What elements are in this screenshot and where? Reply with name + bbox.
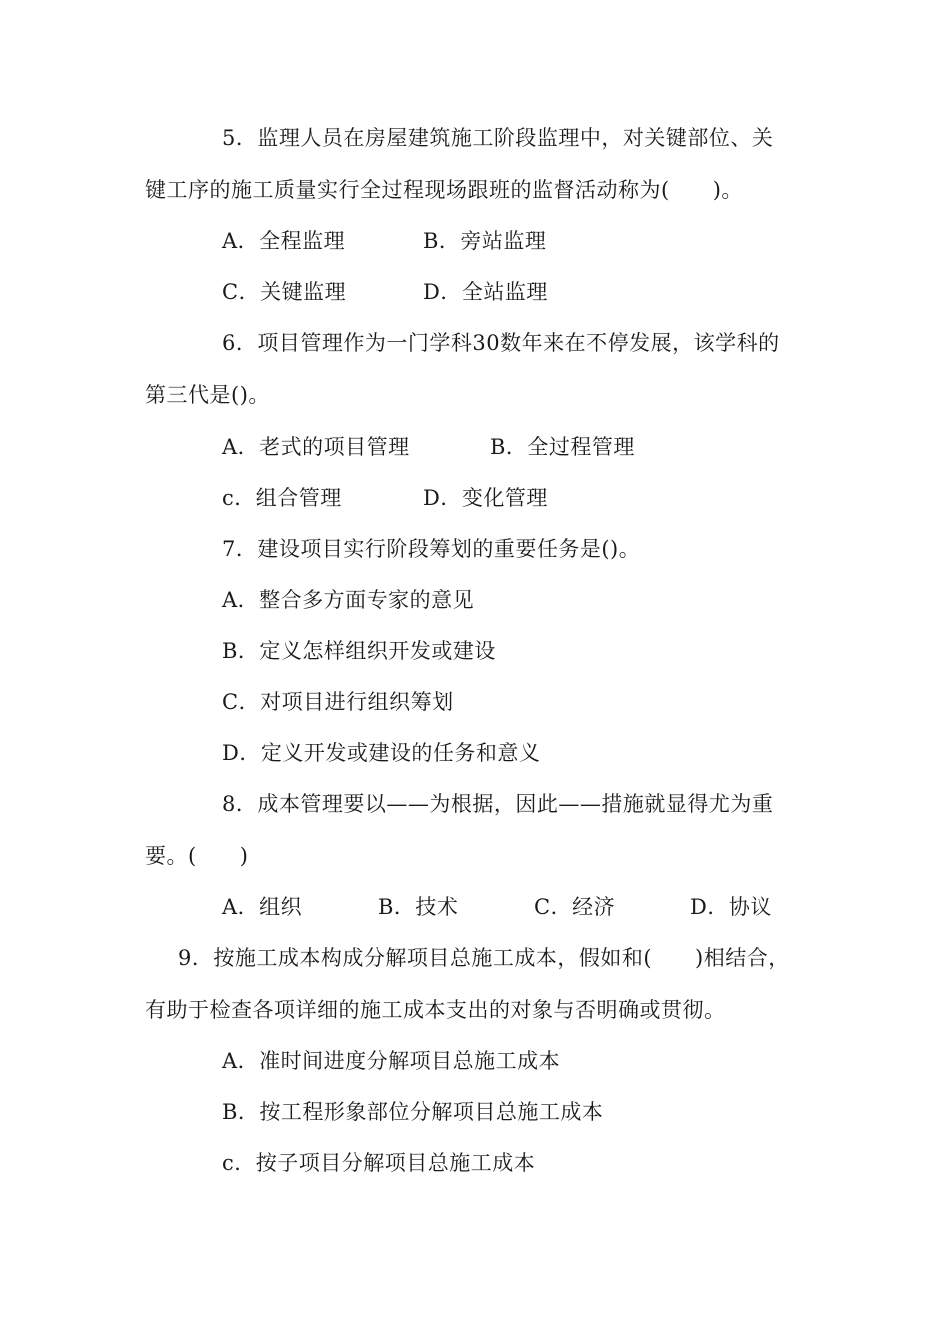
q6-stem-line-1: 6．项目管理作为一门学科30数年来在不停发展，该学科的 bbox=[222, 331, 780, 355]
q5-option-d: D．全站监理 bbox=[423, 280, 548, 304]
q8-option-b: B．技术 bbox=[378, 895, 459, 919]
q6-option-c: c．组合管理 bbox=[222, 486, 342, 510]
q5-option-a: A．全程监理 bbox=[222, 229, 346, 253]
q6-stem-line-2: 第三代是()。 bbox=[145, 383, 270, 407]
q8-stem-line-2: 要。( ) bbox=[145, 844, 249, 868]
q5-option-b: B．旁站监理 bbox=[423, 229, 547, 253]
q5-stem-line-2: 键工序的施工质量实行全过程现场跟班的监督活动称为( )。 bbox=[145, 178, 743, 202]
q7-option-c: C．对项目进行组织筹划 bbox=[222, 690, 454, 714]
q7-option-b: B．定义怎样组织开发或建设 bbox=[222, 639, 496, 663]
q5-option-c: C．关键监理 bbox=[222, 280, 347, 304]
q9-stem-line-1: 9．按施工成本构成分解项目总施工成本，假如和( )相结合， bbox=[178, 946, 790, 970]
q6-option-b: B．全过程管理 bbox=[490, 435, 635, 459]
q6-option-d: D．变化管理 bbox=[423, 486, 548, 510]
q5-stem-line-1: 5．监理人员在房屋建筑施工阶段监理中，对关键部位、关 bbox=[222, 126, 774, 150]
q9-option-c: c．按子项目分解项目总施工成本 bbox=[222, 1151, 536, 1175]
q9-option-b: B．按工程形象部位分解项目总施工成本 bbox=[222, 1100, 604, 1124]
q9-option-a: A．准时间进度分解项目总施工成本 bbox=[222, 1049, 561, 1073]
q8-stem-line-1: 8．成本管理要以——为根据，因此——措施就显得尤为重 bbox=[222, 792, 774, 816]
q7-option-d: D．定义开发或建设的任务和意义 bbox=[222, 741, 541, 765]
q8-option-a: A．组织 bbox=[222, 895, 303, 919]
q7-stem-line-1: 7．建设项目实行阶段筹划的重要任务是()。 bbox=[222, 537, 641, 561]
q9-stem-line-2: 有助于检查各项详细的施工成本支出的对象与否明确或贯彻。 bbox=[145, 998, 726, 1022]
q6-option-a: A．老式的项目管理 bbox=[222, 435, 410, 459]
q7-option-a: A．整合多方面专家的意见 bbox=[222, 588, 475, 612]
q8-option-d: D．协议 bbox=[690, 895, 772, 919]
q8-option-c: C．经济 bbox=[534, 895, 616, 919]
